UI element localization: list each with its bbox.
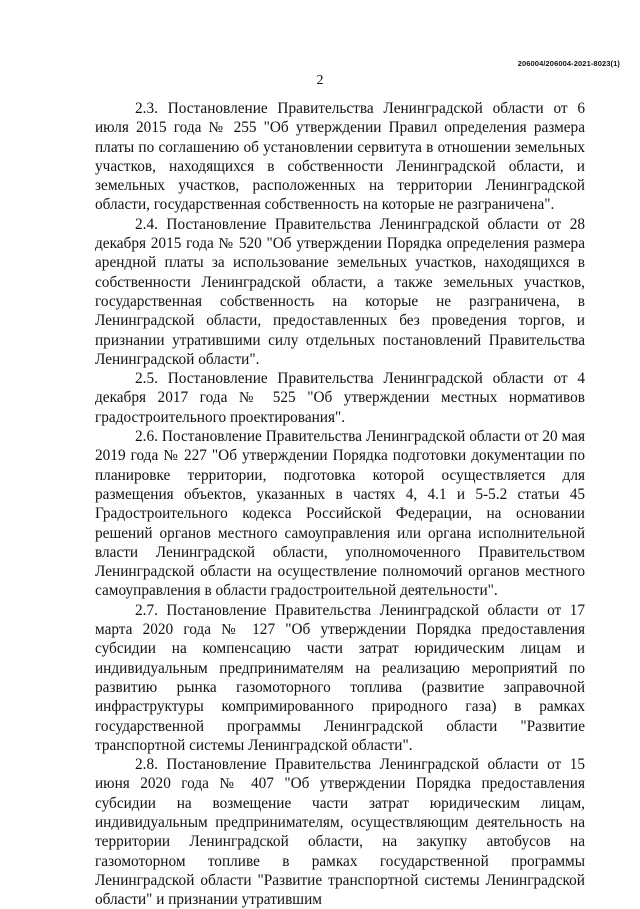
paragraph-2-7: 2.7. Постановление Правительства Ленинградской области от 17 марта 2020 года № 127 "Об утверждении Порядка предоставления субсидии на компенсацию части затрат юридическим лицам и индивидуальным предпринимателям на реализацию мероприятий по развитию рынка газомоторного топлива (развитие заправочной инфраструктуры компримированного природного газа) в рамках государственной программы Ленинградской области "Развитие транспортной системы Ленинградской области".	[95, 601, 585, 754]
page-number: 2	[316, 73, 324, 88]
paragraph-2-3: 2.3. Постановление Правительства Ленинградской области от 6 июля 2015 года № 255 "Об утверждении Правил определения размера платы по соглашению об установлении сервитута в отношении земельных участков, находящихся в собственности Ленинградской области, и земельных участков, расположенных на территории Ленинградской области, государственная собственность на которые не разграничена".	[95, 100, 585, 214]
paragraph-2-5: 2.5. Постановление Правительства Ленинградской области от 4 декабря 2017 года № 525 "Об утверждении местных нормативов градостроительного проектирования".	[95, 370, 585, 426]
paragraph-2-4: 2.4. Постановление Правительства Ленинградской области от 28 декабря 2015 года № 520 "Об утверждении Порядка определения размера арендной платы за использование земельных участков, находящихся в собственности Ленинградской области, а также земельных участков, государственная собственность на которые не разграничена, в Ленинградской области, предоставленных без проведения торгов, и признании утратившими силу отдельных постановлений Правительства Ленинградской области".	[95, 215, 585, 368]
paragraph-2-6: 2.6. Постановление Правительства Ленинградской области от 20 мая 2019 года № 227 "Об утверждении Порядка подготовки документации по планировке территории, подготовка которой осуществляется для размещения объектов, указанных в частях 4, 4.1 и 5-5.2 статьи 45 Градостроительного кодекса Российской Федерации, на основании решений органов местного самоуправления или органа исполнительной власти Ленинградской области, уполномоченного Правительством Ленинградской области на осуществление полномочий органов местного самоуправления в области градостроительной деятельности".	[95, 428, 585, 600]
document-code: 206004/206004-2021-8023(1)	[517, 59, 620, 68]
document-body	[95, 99, 585, 909]
paragraph-2-8: 2.8. Постановление Правительства Ленинградской области от 15 июня 2020 года № 407 "Об утверждении Порядка предоставления субсидии на возмещение части затрат юридическим лицам, индивидуальным предпринимателям, осуществляющим деятельность на территории Ленинградской области, на закупку автобусов на газомоторном топливе в рамках государственной программы Ленинградской области "Развитие транспортной системы Ленинградской области" и признании утратившим	[95, 756, 585, 909]
